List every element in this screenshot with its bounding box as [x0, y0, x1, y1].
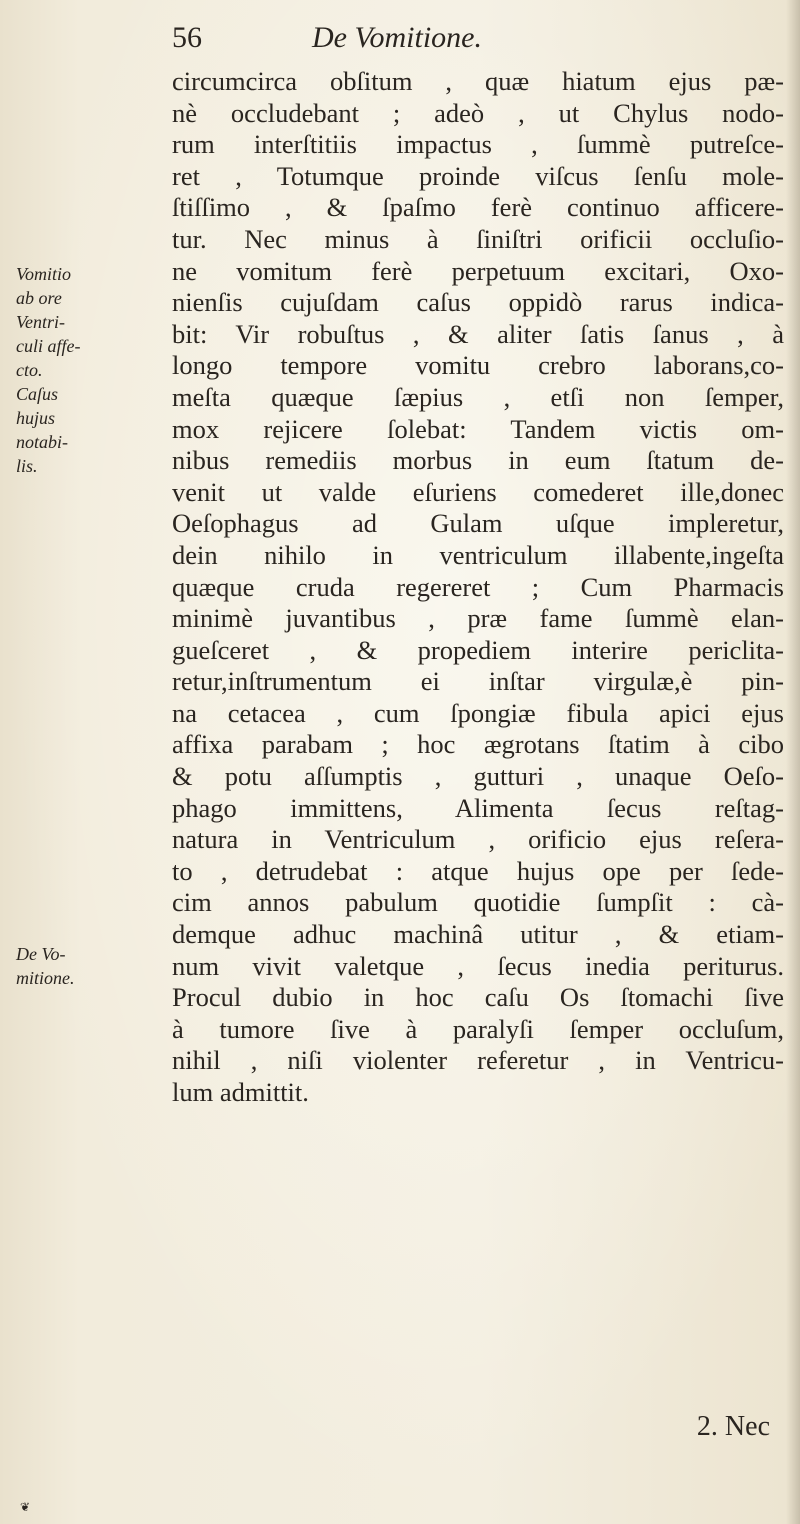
text-line: Oeſophagus ad Gulam uſque impleretur, [172, 508, 784, 539]
text-line: ne vomitum ferè perpetuum excitari, Oxo- [172, 255, 784, 286]
signature-mark: ❦ [20, 1500, 31, 1514]
margin-note-line: cto. [16, 360, 43, 380]
text-line: ſtiſſimo , & ſpaſmo ferè continuo afficere- [172, 192, 784, 223]
margin-note-line: Vomitio [16, 264, 72, 284]
text-line: to , detrudebat : atque hujus ope per ſede- [172, 855, 784, 886]
text-line: nienſis cujuſdam caſus oppidò rarus indica- [172, 287, 784, 318]
body-text [172, 66, 784, 1109]
running-head: De Vomitione. [312, 21, 482, 54]
margin-note-line: Ventri- [16, 312, 65, 332]
catchword: 2. Nec [696, 1411, 770, 1442]
text-line: mox rejicere ſolebat: Tandem victis om- [172, 413, 784, 444]
margin-note-line: culi affe- [16, 336, 81, 356]
text-line: circumcirca obſitum , quæ hiatum ejus pæ- [172, 66, 784, 96]
text-line: ret , Totumque proinde viſcus ſenſu mole- [172, 160, 784, 191]
text-line: bit: Vir robuſtus , & aliter ſatis ſanus , à [172, 318, 784, 349]
margin-note-line: lis. [16, 456, 38, 476]
text-line: Procul dubio in hoc caſu Os ſtomachi ſive [172, 982, 784, 1013]
margin-note-de-vomitione [16, 942, 156, 990]
margin-note-line: De Vo- [16, 944, 66, 964]
text-line-last: lum admittit. [172, 1077, 309, 1107]
text-line: meſta quæque ſæpius , etſi non ſemper, [172, 381, 784, 412]
margin-note-line: Caſus [16, 384, 59, 404]
text-line: na cetacea , cum ſpongiæ fibula apici ejus [172, 697, 784, 728]
text-line: affixa parabam ; hoc ægrotans ſtatim à cibo [172, 729, 784, 760]
text-line: num vivit valetque , ſecus inedia periturus. [172, 950, 784, 981]
text-line: nè occludebant ; adeò , ut Chylus nodo- [172, 97, 784, 128]
text-line: gueſceret , & propediem interire periclita- [172, 634, 784, 665]
text-line: longo tempore vomitu crebro laborans,co- [172, 350, 784, 381]
text-line: à tumore ſive à paralyſi ſemper occluſum, [172, 1013, 784, 1044]
text-line: dein nihilo in ventriculum illabente,ingeſta [172, 539, 784, 570]
page-header [172, 18, 772, 58]
margin-note-line: notabi- [16, 432, 68, 452]
text-line: venit ut valde eſuriens comederet ille,donec [172, 476, 784, 507]
text-line: nihil , niſi violenter referetur , in Ventricu- [172, 1045, 784, 1076]
text-line: phago immittens, Alimenta ſecus reſtag- [172, 792, 784, 823]
page-gutter-shadow [786, 0, 800, 1524]
margin-note-line: mitione. [16, 968, 75, 988]
text-line: tur. Nec minus à ſiniſtri orificii occluſio- [172, 223, 784, 254]
text-line: minimè juvantibus , præ fame ſummè elan- [172, 603, 784, 634]
text-line: demque adhuc machinâ utitur , & etiam- [172, 919, 784, 950]
text-line: & potu aſſumptis , gutturi , unaque Oeſo- [172, 761, 784, 792]
text-line: quæque cruda regereret ; Cum Pharmacis [172, 571, 784, 602]
text-line: nibus remediis morbus in eum ſtatum de- [172, 445, 784, 476]
text-line: rum interſtitiis impactus , ſummè putreſce- [172, 129, 784, 160]
text-line: retur,inſtrumentum ei inſtar virgulæ,è pin- [172, 666, 784, 697]
margin-note-line: hujus [16, 408, 56, 428]
margin-note-vomitio [16, 262, 156, 478]
page-number: 56 [172, 21, 202, 54]
text-line: cim annos pabulum quotidie ſumpſit : cà- [172, 887, 784, 918]
text-line: natura in Ventriculum , orificio ejus reſera- [172, 824, 784, 855]
margin-note-line: ab ore [16, 288, 62, 308]
